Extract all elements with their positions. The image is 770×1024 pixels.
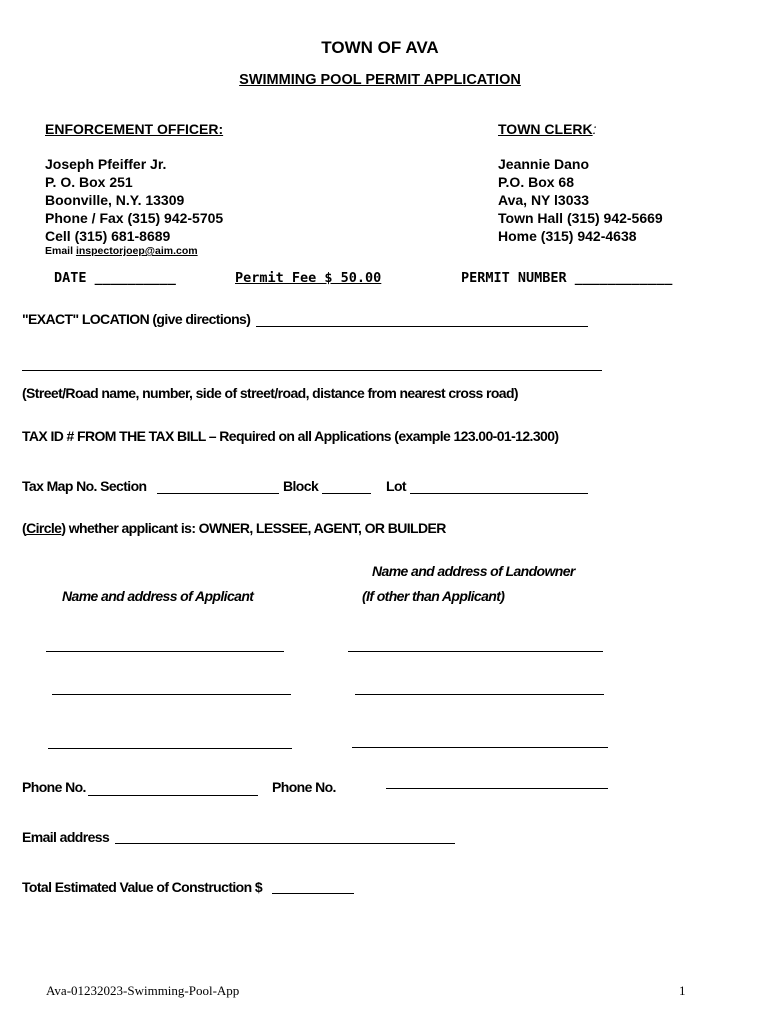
email-label: Email — [45, 245, 74, 257]
tax-id-label: TAX ID # FROM THE TAX BILL – Required on all Applications (example 123.00-01-12.300) — [22, 428, 559, 444]
town-clerk-colon: : — [592, 121, 597, 137]
tax-map-section-line[interactable] — [157, 493, 279, 494]
landowner-address-line-2[interactable] — [355, 694, 604, 695]
clerk-town-hall: Town Hall (315) 942-5669 — [498, 210, 663, 226]
applicant-address-line-2[interactable] — [52, 694, 291, 695]
date-field[interactable]: DATE __________ — [54, 270, 176, 286]
town-title: TOWN OF AVA — [321, 38, 439, 57]
town-clerk-heading-text: TOWN CLERK — [498, 121, 593, 137]
officer-email-link[interactable]: inspectorjoep@aim.com — [75, 245, 198, 257]
enforcement-officer-heading: ENFORCEMENT OFFICER: — [45, 121, 224, 137]
landowner-phone-label: Phone No. — [272, 779, 336, 795]
clerk-name: Jeannie Dano — [498, 156, 590, 172]
email-address-label: Email address — [22, 829, 110, 845]
applicant-type-text: ) whether applicant is: OWNER, LESSEE, AGENT, OR BUILDER — [61, 520, 446, 536]
email-address-line[interactable] — [115, 843, 455, 844]
applicant-address-line-1[interactable] — [46, 651, 284, 652]
permit-fee: Permit Fee $ 50.00 — [235, 270, 382, 286]
tax-map-section-label: Tax Map No. Section — [22, 478, 147, 494]
clerk-box: P.O. Box 68 — [498, 174, 575, 190]
applicant-address-line-3[interactable] — [48, 748, 292, 749]
landowner-heading-line1: Name and address of Landowner — [372, 563, 575, 579]
exact-location-line[interactable] — [256, 326, 588, 327]
landowner-phone-line[interactable] — [386, 788, 608, 789]
tax-map-block-label: Block — [283, 478, 319, 494]
exact-location-label: "EXACT" LOCATION (give directions) — [22, 311, 251, 327]
footer-page-number: 1 — [679, 983, 686, 998]
footer-doc-id: Ava-01232023-Swimming-Pool-App — [46, 983, 240, 998]
landowner-address-line-3[interactable] — [352, 747, 608, 748]
officer-cell: Cell (315) 681-8689 — [45, 228, 171, 244]
clerk-city: Ava, NY l3033 — [498, 192, 590, 208]
officer-city: Boonville, N.Y. 13309 — [45, 192, 185, 208]
landowner-address-line-1[interactable] — [348, 651, 603, 652]
applicant-type-open-paren: ( — [22, 520, 27, 536]
applicant-heading: Name and address of Applicant — [62, 588, 254, 604]
location-second-line[interactable] — [22, 370, 602, 371]
permit-number-field[interactable]: PERMIT NUMBER ____________ — [461, 270, 673, 286]
location-hint: (Street/Road name, number, side of street/road, distance from nearest cross road) — [22, 385, 518, 401]
applicant-phone-label: Phone No. — [22, 779, 86, 795]
officer-phone: Phone / Fax (315) 942-5705 — [45, 210, 224, 226]
tax-map-lot-line[interactable] — [410, 493, 588, 494]
officer-name: Joseph Pfeiffer Jr. — [45, 156, 167, 172]
town-clerk-heading — [498, 121, 597, 137]
tax-map-lot-label: Lot — [386, 478, 406, 494]
landowner-heading-line2: (If other than Applicant) — [362, 588, 505, 604]
officer-email-line — [45, 245, 198, 257]
applicant-phone-line[interactable] — [88, 795, 258, 796]
clerk-home: Home (315) 942-4638 — [498, 228, 637, 244]
officer-box: P. O. Box 251 — [45, 174, 133, 190]
applicant-type-line — [22, 520, 446, 536]
total-value-line[interactable] — [272, 893, 354, 894]
tax-map-block-line[interactable] — [322, 493, 371, 494]
form-title: SWIMMING POOL PERMIT APPLICATION — [239, 72, 521, 88]
circle-word: Circle — [26, 520, 62, 536]
total-value-label: Total Estimated Value of Construction $ — [22, 879, 263, 895]
